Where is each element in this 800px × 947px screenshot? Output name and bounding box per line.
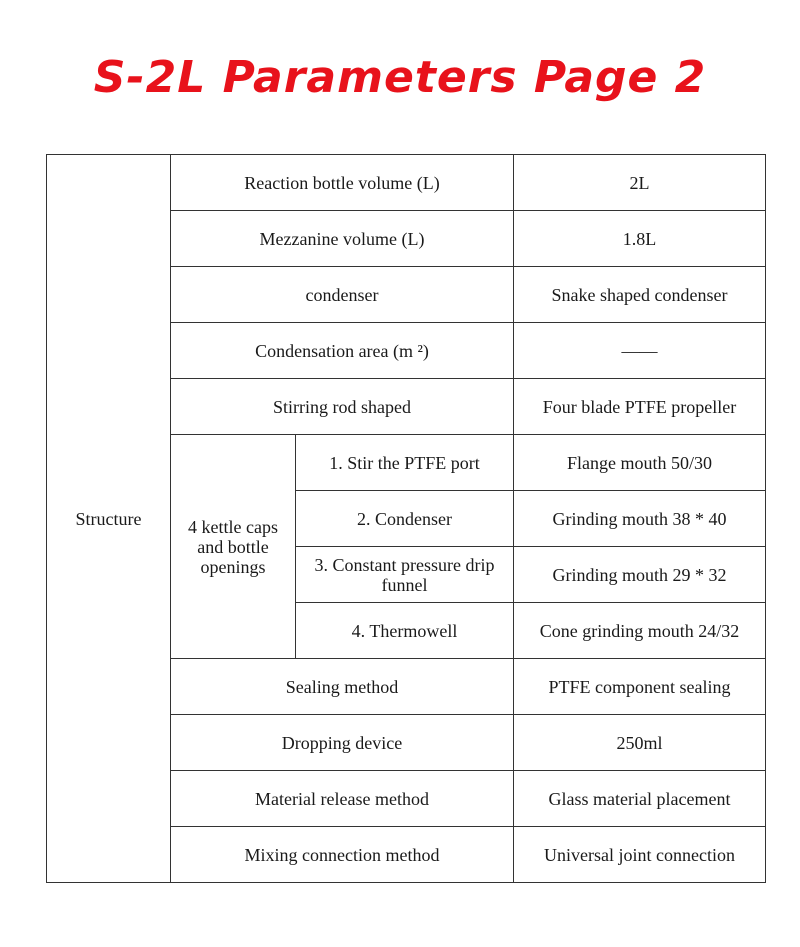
row-value: Snake shaped condenser (514, 267, 766, 323)
row-label: Mezzanine volume (L) (171, 211, 514, 267)
table-row (47, 155, 766, 211)
row-value: 2L (514, 155, 766, 211)
row-label: Reaction bottle volume (L) (171, 155, 514, 211)
opening-label: 3. Constant pressure drip funnel (296, 547, 514, 603)
row-value: 1.8L (514, 211, 766, 267)
opening-label: 4. Thermowell (296, 603, 514, 659)
opening-value: Flange mouth 50/30 (514, 435, 766, 491)
row-value: —— (514, 323, 766, 379)
openings-group-label: 4 kettle caps and bottle openings (171, 435, 296, 659)
row-value: 250ml (514, 715, 766, 771)
row-label: Sealing method (171, 659, 514, 715)
row-label: Stirring rod shaped (171, 379, 514, 435)
row-label: Mixing connection method (171, 827, 514, 883)
row-value: Universal joint connection (514, 827, 766, 883)
row-label: Material release method (171, 771, 514, 827)
row-value: Four blade PTFE propeller (514, 379, 766, 435)
page-title: S-2L Parameters Page 2 (93, 52, 707, 103)
row-label: Condensation area (m ²) (171, 323, 514, 379)
opening-value: Grinding mouth 38 * 40 (514, 491, 766, 547)
row-value: Glass material placement (514, 771, 766, 827)
row-label: condenser (171, 267, 514, 323)
opening-label: 2. Condenser (296, 491, 514, 547)
row-label: Dropping device (171, 715, 514, 771)
opening-label: 1. Stir the PTFE port (296, 435, 514, 491)
row-value: PTFE component sealing (514, 659, 766, 715)
parameters-table (46, 154, 766, 883)
opening-value: Cone grinding mouth 24/32 (514, 603, 766, 659)
opening-value: Grinding mouth 29 * 32 (514, 547, 766, 603)
structure-group-label: Structure (47, 155, 171, 883)
